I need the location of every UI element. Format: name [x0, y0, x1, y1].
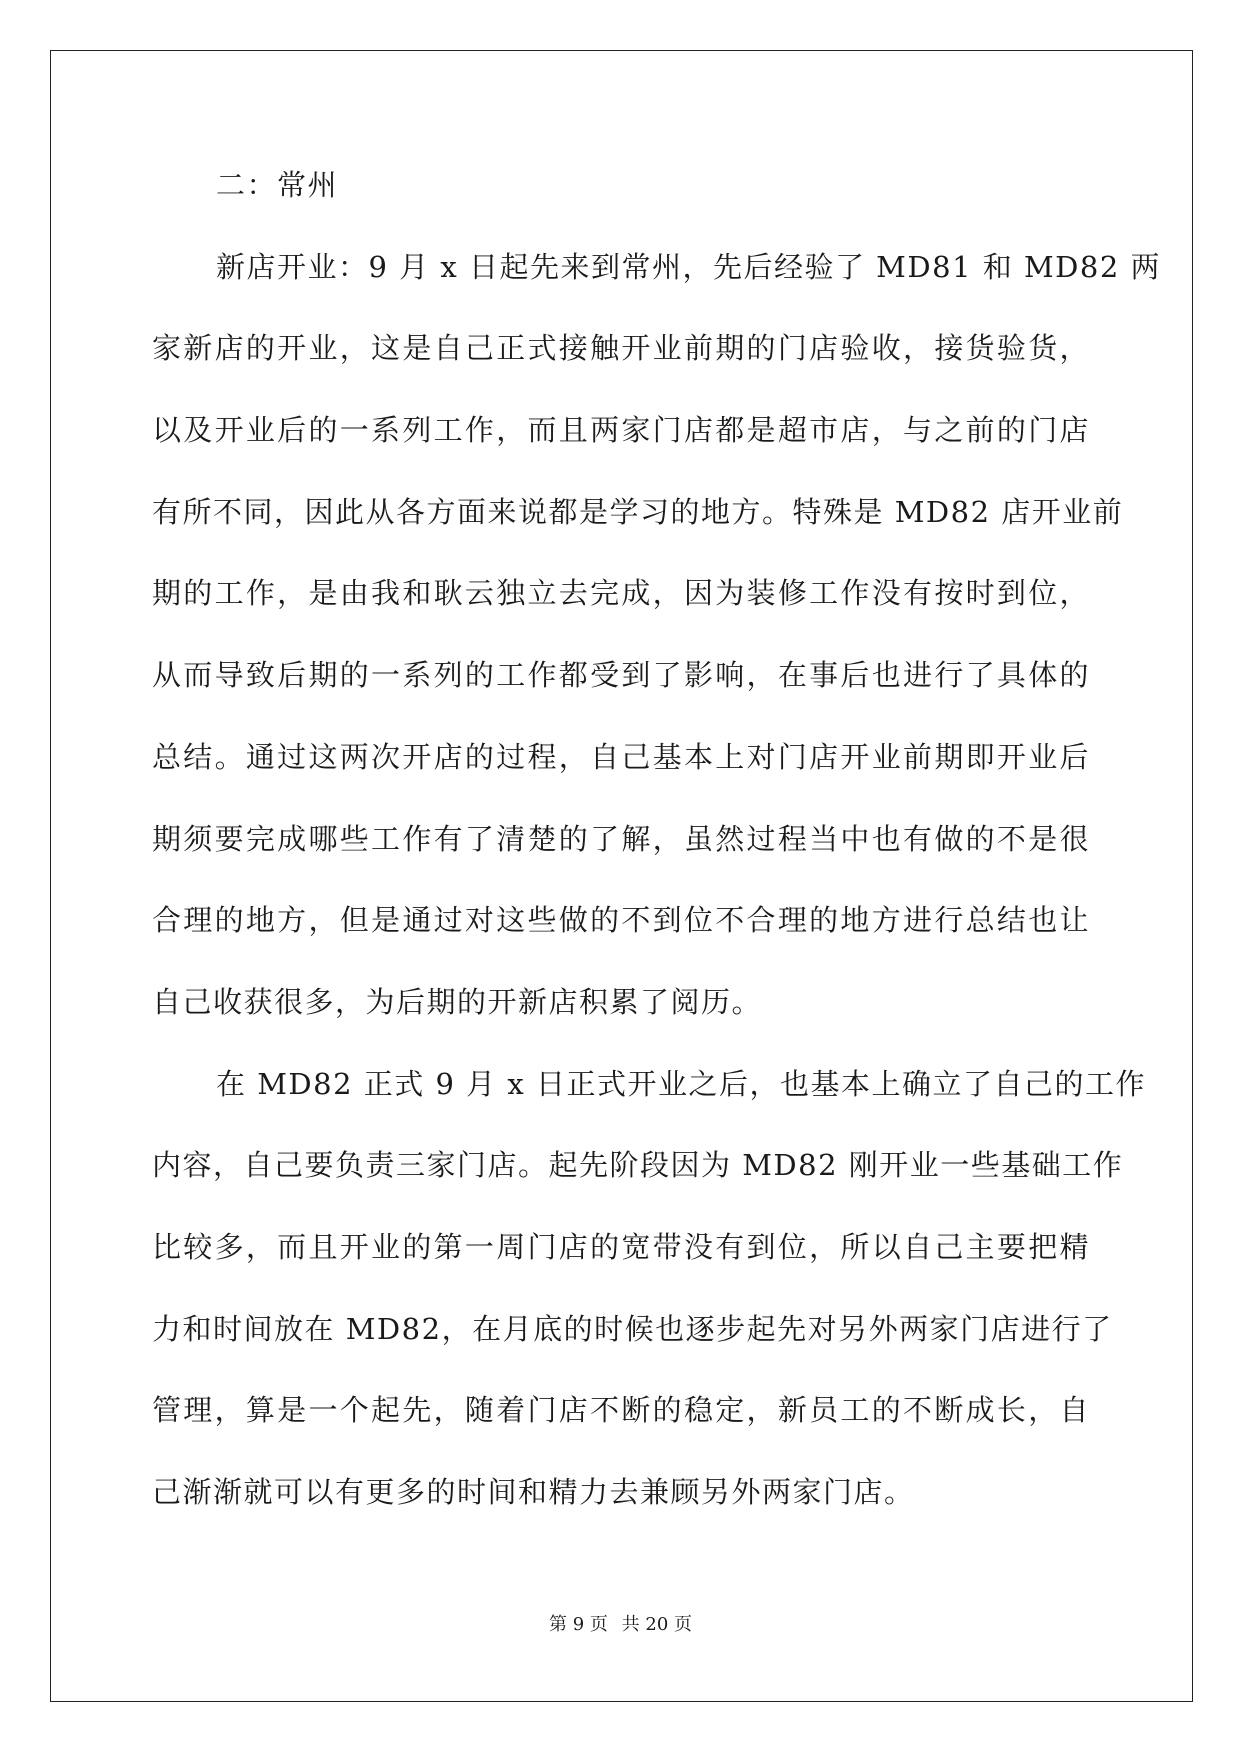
- paragraph-line: 合理的地方，但是通过对这些做的不到位不合理的地方进行总结也让: [152, 903, 1090, 938]
- paragraph-line: 新店开业：9 月 x 日起先来到常州，先后经验了 MD81 和 MD82 两: [216, 249, 1162, 284]
- paragraph-line: 有所不同，因此从各方面来说都是学习的地方。特殊是 MD82 店开业前: [152, 494, 1124, 529]
- document-body: [152, 165, 1162, 1554]
- page-footer: [0, 1610, 1241, 1636]
- paragraph-line: 力和时间放在 MD82，在月底的时候也逐步起先对另外两家门店进行了: [152, 1311, 1113, 1346]
- paragraph-line: 期的工作，是由我和耿云独立去完成，因为装修工作没有按时到位，: [152, 576, 1090, 611]
- section-heading: 二：常州: [216, 168, 339, 202]
- page-total: 共 20 页: [621, 1614, 692, 1635]
- paragraph-line: 总结。通过这两次开店的过程，自己基本上对门店开业前期即开业后: [152, 739, 1090, 774]
- paragraph-line: 家新店的开业，这是自己正式接触开业前期的门店验收，接货验货，: [152, 331, 1090, 366]
- paragraph-line: 在 MD82 正式 9 月 x 日正式开业之后，也基本上确立了自己的工作: [216, 1066, 1146, 1101]
- paragraph-line: 内容，自己要负责三家门店。起先阶段因为 MD82 刚开业一些基础工作: [152, 1148, 1124, 1183]
- paragraph-line: 从而导致后期的一系列的工作都受到了影响，在事后也进行了具体的: [152, 658, 1090, 693]
- paragraph-line: 比较多，而且开业的第一周门店的宽带没有到位，所以自己主要把精: [152, 1229, 1090, 1264]
- paragraph-line: 管理，算是一个起先，随着门店不断的稳定，新员工的不断成长，自: [152, 1393, 1090, 1428]
- page-number: 第 9 页: [549, 1614, 608, 1635]
- paragraph-line: 己渐渐就可以有更多的时间和精力去兼顾另外两家门店。: [152, 1475, 915, 1509]
- paragraph-line: 自己收获很多，为后期的开新店积累了阅历。: [152, 984, 763, 1019]
- paragraph-line: 以及开业后的一系列工作，而且两家门店都是超市店，与之前的门店: [152, 413, 1090, 448]
- paragraph-line: 期须要完成哪些工作有了清楚的了解，虽然过程当中也有做的不是很: [152, 821, 1090, 856]
